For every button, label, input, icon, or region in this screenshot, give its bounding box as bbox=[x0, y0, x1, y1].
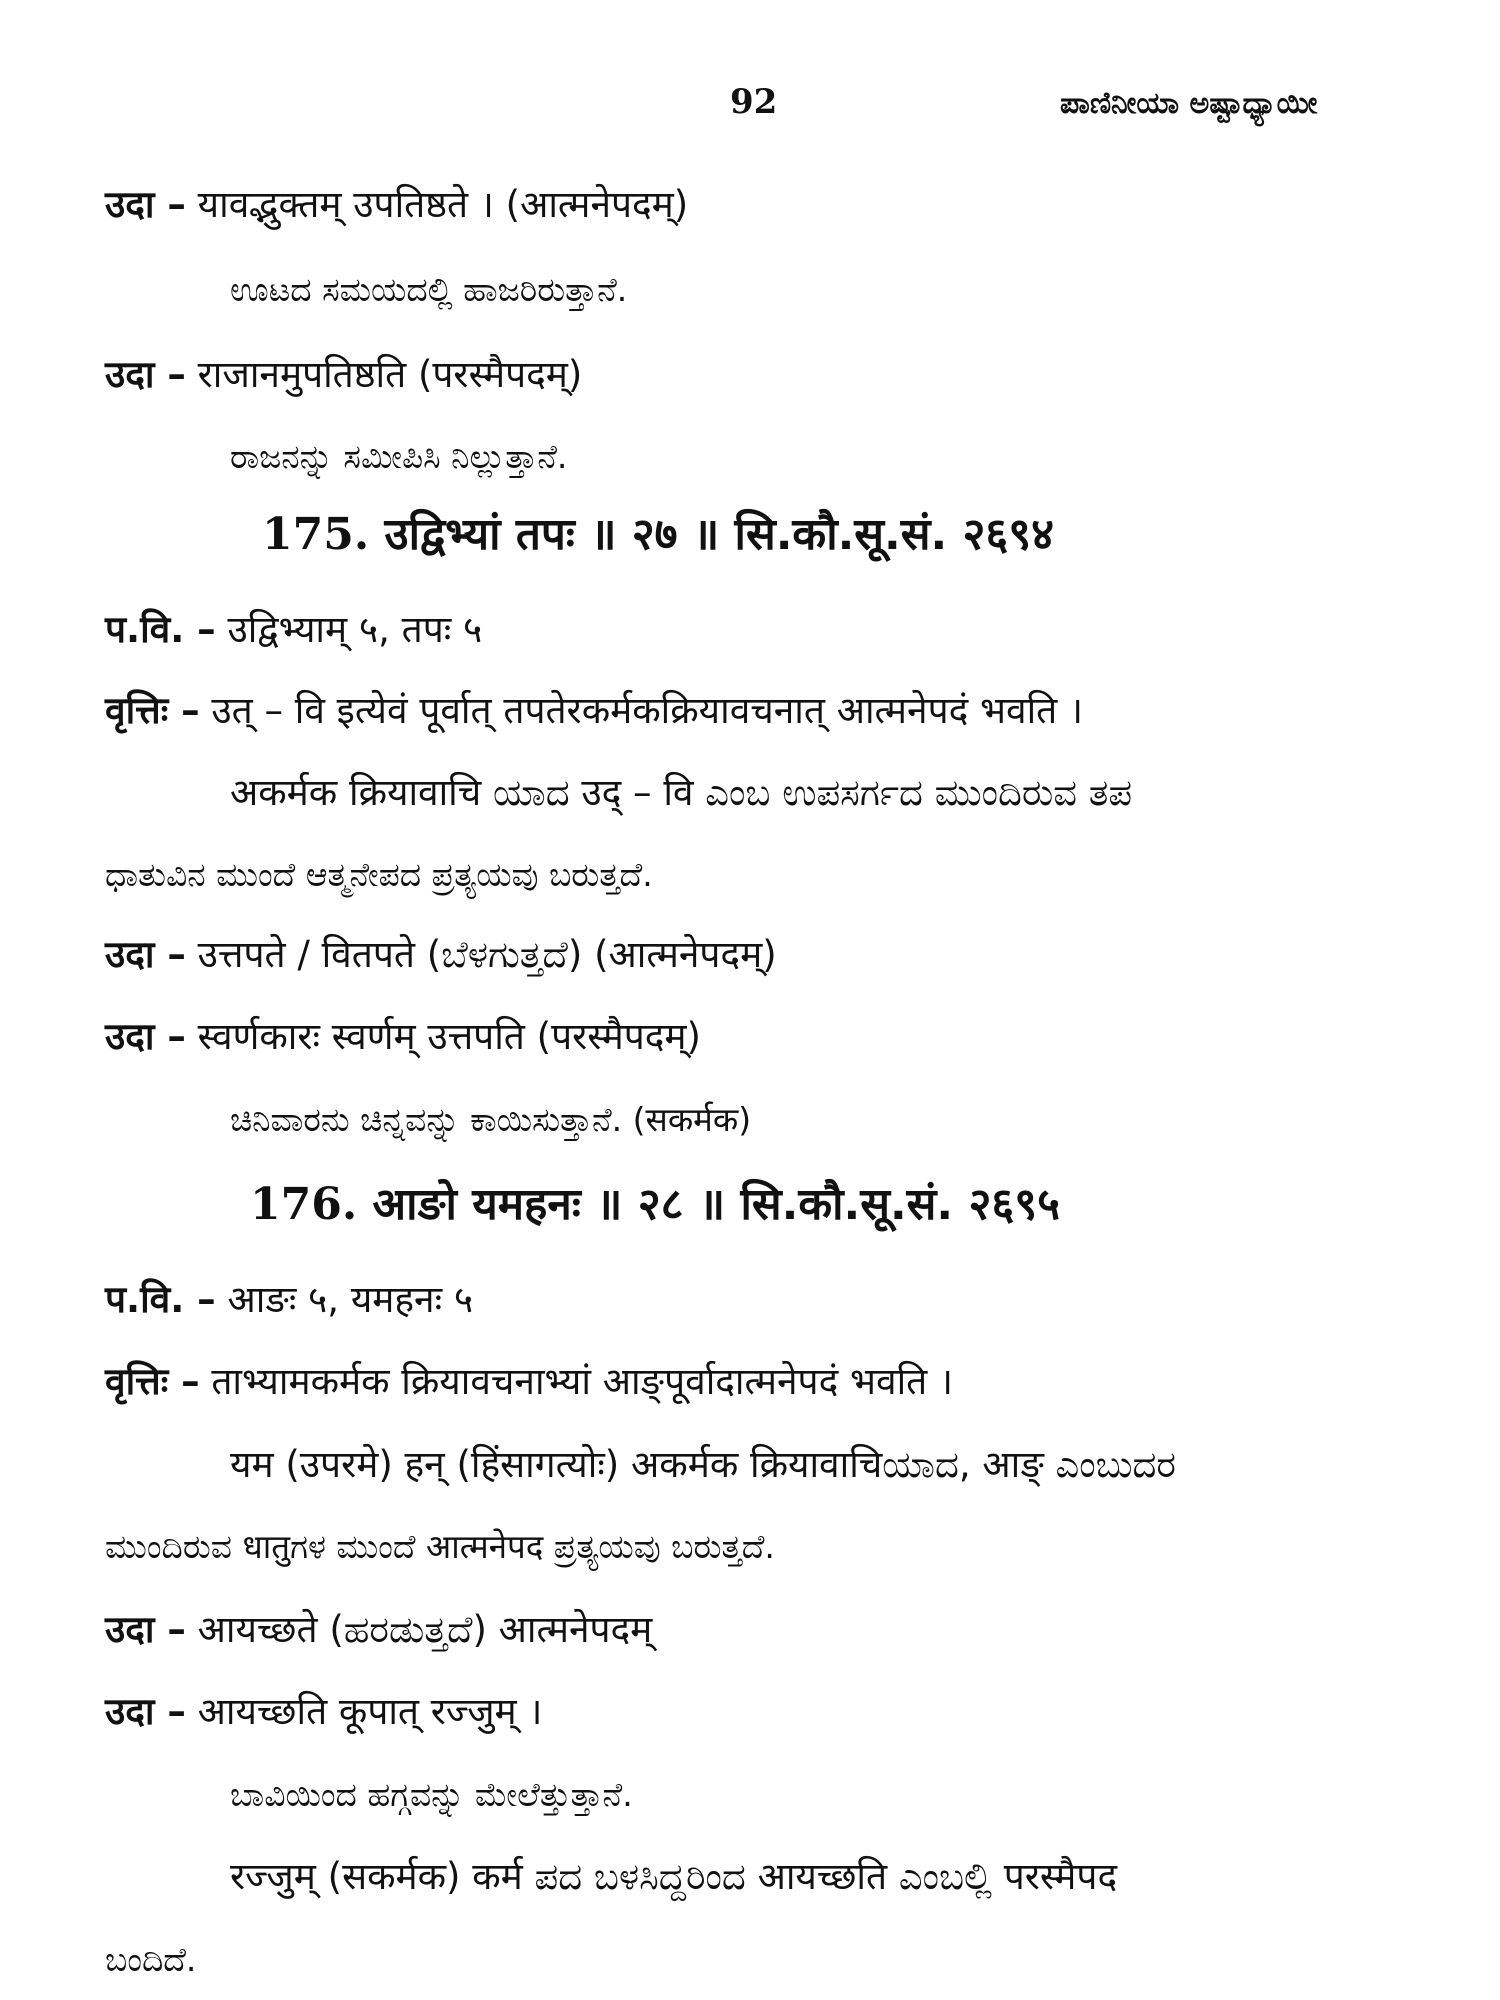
example-text: स्वर्णकारः स्वर्णम् उत्तपति (परस्मैपदम्) bbox=[197, 1015, 701, 1058]
vritti-label: वृत्तिः – bbox=[105, 689, 200, 732]
example-label: उदा – bbox=[105, 183, 186, 226]
vritti-line bbox=[105, 686, 1083, 736]
example-line bbox=[105, 930, 777, 980]
kannada-gloss: ಚಿನಿವಾರನು ಚಿನ್ನವನ್ನು ಕಾಯಿಸುತ್ತಾನೆ. (सकर्मक) bbox=[230, 1100, 752, 1139]
example-text: आयच्छति कूपात् रज्जुम् । bbox=[197, 1690, 543, 1733]
example-label: उदा – bbox=[105, 1015, 186, 1058]
vritti-label: वृत्तिः – bbox=[105, 1360, 200, 1403]
running-title: ಪಾಣಿನೀಯಾ ಅಷ್ಟಾಧ್ಯಾಯೀ bbox=[1060, 86, 1318, 121]
sutra-heading-175 bbox=[262, 505, 1054, 565]
padavibhaga-label: प.वि. – bbox=[105, 608, 216, 651]
padavibhaga-text: आङः ५, यमहनः ५ bbox=[227, 1278, 474, 1321]
padavibhaga-text: उद्विभ्याम् ५, तपः ५ bbox=[227, 608, 483, 651]
example-text: यावद्भुक्तम् उपतिष्ठते । (आत्मनेपदम्) bbox=[197, 183, 689, 226]
example-text: आयच्छते (ಹರಡುತ್ತದೆ) आत्मनेपदम् bbox=[197, 1608, 653, 1651]
example-label: उदा – bbox=[105, 1608, 186, 1651]
sutra-number: 175. bbox=[262, 509, 370, 560]
sutra-text: उद्विभ्यां तपः ॥ २७ ॥ सि.कौ.सू.सं. २६९४ bbox=[384, 509, 1055, 560]
sutra-heading-176 bbox=[250, 1175, 1060, 1235]
vritti-text: ताभ्यामकर्मक क्रियावचनाभ्यां आङ्पूर्वादात्मनेपदं भवति । bbox=[211, 1360, 954, 1403]
explanation-line: ಬಂದಿದೆ. bbox=[105, 1940, 197, 1979]
explanation-line: ಮುಂದಿರುವ धातुಗಳ ಮುಂದೆ आत्मनेपद ಪ್ರತ್ಯಯವು ಬರುತ್ತದೆ. bbox=[105, 1527, 775, 1566]
explanation-line: ಧಾತುವಿನ ಮುಂದೆ ಆತ್ಮನೇಪದ ಪ್ರತ್ಯಯವು ಬರುತ್ತದೆ. bbox=[105, 855, 653, 894]
example-line bbox=[105, 1012, 701, 1062]
example-line bbox=[105, 350, 582, 400]
kannada-gloss: ಬಾವಿಯಿಂದ ಹಗ್ಗವನ್ನು ಮೇಲೆತ್ತುತ್ತಾನೆ. bbox=[230, 1775, 633, 1814]
page-number: 92 bbox=[730, 82, 778, 122]
padavibhaga-label: प.वि. – bbox=[105, 1278, 216, 1321]
sutra-number: 176. bbox=[250, 1179, 358, 1230]
explanation-line: रज्जुम् (सकर्मक) कर्म ಪದ ಬಳಸಿದ್ದರಿಂದ आयच्छति ಎಂಬಲ್ಲಿ परस्मैपद bbox=[230, 1855, 1118, 1898]
example-text: उत्तपते / वितपते (ಬೆಳಗುತ್ತದೆ) (आत्मनेपदम्) bbox=[197, 933, 777, 976]
example-label: उदा – bbox=[105, 933, 186, 976]
example-line bbox=[105, 180, 688, 230]
explanation-line: अकर्मक क्रियावाचि ಯಾದ उद् – वि ಎಂಬ ಉಪಸರ್ಗದ ಮುಂದಿರುವ ತಪ bbox=[230, 771, 1133, 814]
example-text: राजानमुपतिष्ठति (परस्मैपदम्) bbox=[197, 353, 583, 396]
example-line bbox=[105, 1605, 652, 1655]
kannada-gloss: ರಾಜನನ್ನು ಸಮೀಪಿಸಿ ನಿಲ್ಲುತ್ತಾನೆ. bbox=[230, 437, 568, 476]
padavibhaga-line bbox=[105, 605, 482, 655]
example-line bbox=[105, 1687, 542, 1737]
vritti-line bbox=[105, 1357, 953, 1407]
vritti-text: उत् – वि इत्येवं पूर्वात् तपतेरकर्मकक्रियावचनात् आत्मनेपदं भवति । bbox=[211, 689, 1084, 732]
example-label: उदा – bbox=[105, 1690, 186, 1733]
kannada-gloss: ಊಟದ ಸಮಯದಲ್ಲಿ ಹಾಜರಿರುತ್ತಾನೆ. bbox=[230, 270, 628, 309]
example-label: उदा – bbox=[105, 353, 186, 396]
padavibhaga-line bbox=[105, 1275, 473, 1325]
sutra-text: आङो यमहनः ॥ २८ ॥ सि.कौ.सू.सं. २६९५ bbox=[372, 1179, 1060, 1230]
explanation-line: यम (उपरमे) हन् (हिंसागत्योः) अकर्मक क्रियावाचिಯಾದ, आङ् ಎಂಬುದರ bbox=[230, 1443, 1176, 1486]
